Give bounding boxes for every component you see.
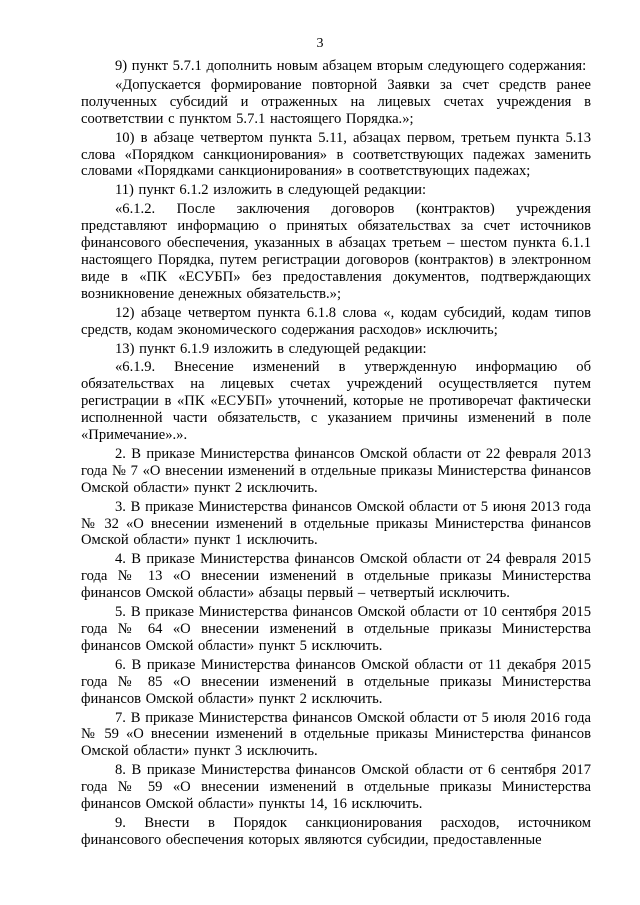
paragraph-item-13: 13) пункт 6.1.9 изложить в следующей редакции: [115,340,427,357]
paragraph-quote-6-1-2: «6.1.2. После заключения договоров (контрактов) учреждения представляют информацию о принятых обязательствах за счет источников финансового обеспечения, указанных в абзацах третьем – шестом пункта 6.1.1 настоящего Порядка, путем регистрации договоров (контрактов) в электронном виде в «ПК «ЕСУБП» без предоставления документов, подтверждающих возникновение денежных обязательств.»; [81,201,591,302]
page-number: 3 [316,36,324,51]
paragraph-section-7: 7. В приказе Министерства финансов Омской области от 5 июля 2016 года № 59 «О внесении изменений в отдельные приказы Министерства финансов Омской области» пункт 3 исключить. [81,709,591,760]
paragraph-quote-6-1-9: «6.1.9. Внесение изменений в утвержденную информацию об обязательствах на лицевых счетах учреждений осуществляется путем регистрации в «ПК «ЕСУБП» уточнений, которые не противоречат фактически исполненной части обязательств, с указанием причины изменений в поле «Примечание».». [81,359,591,444]
paragraph-item-12: 12) абзаце четвертом пункта 6.1.8 слова «, кодам субсидий, кодам типов средств, кодам экономического содержания расходов» исключить; [81,304,591,338]
paragraph-item-11: 11) пункт 6.1.2 изложить в следующей редакции: [115,182,427,199]
paragraph-section-6: 6. В приказе Министерства финансов Омской области от 11 декабря 2015 года № 85 «О внесении изменений в отдельные приказы Министерства финансов Омской области» пункт 2 исключить. [81,656,591,707]
paragraph-item-10: 10) в абзаце четвертом пункта 5.11, абзацах первом, третьем пункта 5.13 слова «Порядком санкционирования» в соответствующих падежах заменить словами «Порядками санкционирования» в соответствующих падежах; [81,129,591,180]
document-body [81,58,591,851]
paragraph-quote-5-7-1: «Допускается формирование повторной Заявки за счет средств ранее полученных субсидий и отраженных на лицевых счетах учреждения в соответствии с пунктом 5.7.1 настоящего Порядка.»; [81,76,591,127]
paragraph-section-9: 9. Внести в Порядок санкционирования расходов, источником финансового обеспечения которых являются субсидии, предоставленные [81,814,591,848]
paragraph-section-3: 3. В приказе Министерства финансов Омской области от 5 июня 2013 года № 32 «О внесении изменений в отдельные приказы Министерства финансов Омской области» пункт 1 исключить. [81,498,591,549]
paragraph-section-2: 2. В приказе Министерства финансов Омской области от 22 февраля 2013 года № 7 «О внесении изменений в отдельные приказы Министерства финансов Омской области» пункт 2 исключить. [81,445,591,496]
paragraph-section-8: 8. В приказе Министерства финансов Омской области от 6 сентября 2017 года № 59 «О внесении изменений в отдельные приказы Министерства финансов Омской области» пункты 14, 16 исключить. [81,762,591,813]
paragraph-item-9: 9) пункт 5.7.1 дополнить новым абзацем вторым следующего содержания: [115,58,587,74]
paragraph-section-4: 4. В приказе Министерства финансов Омской области от 24 февраля 2015 года № 13 «О внесении изменений в отдельные приказы Министерства финансов Омской области» абзацы первый – четвертый исключить. [81,551,591,602]
paragraph-section-5: 5. В приказе Министерства финансов Омской области от 10 сентября 2015 года № 64 «О внесении изменений в отдельные приказы Министерства финансов Омской области» пункт 5 исключить. [81,604,591,654]
